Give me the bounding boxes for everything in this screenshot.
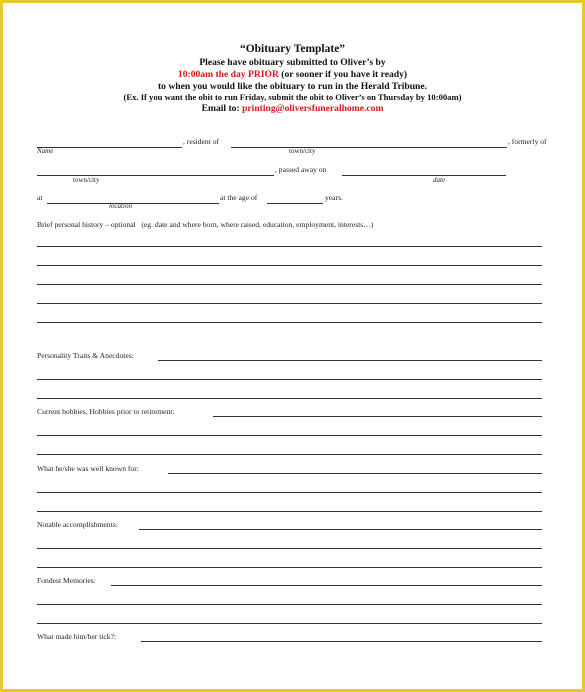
- section-line[interactable]: [37, 548, 542, 549]
- age-field[interactable]: [267, 203, 323, 204]
- location-caption: location: [109, 202, 132, 210]
- section-line[interactable]: [37, 604, 542, 605]
- age-label: at the age of: [220, 193, 258, 202]
- years-label: years.: [325, 193, 343, 202]
- deadline-text: 10:00am the day PRIOR: [177, 69, 279, 80]
- section-label-memories: Fondest Memories:: [37, 576, 96, 585]
- section-line[interactable]: [37, 567, 542, 568]
- section-label-personality: Personality Traits & Anecdotes:: [37, 351, 134, 360]
- at-label: at: [37, 193, 43, 202]
- history-line[interactable]: [37, 303, 542, 304]
- resident-of-label: , resident of: [183, 137, 220, 146]
- deadline-suffix: (or sooner if you have it ready): [278, 69, 408, 80]
- email-line: [3, 103, 582, 114]
- section-label-tick: What made him/her tick?:: [37, 632, 117, 641]
- history-line[interactable]: [37, 284, 542, 285]
- section-line[interactable]: [37, 511, 542, 512]
- section-line[interactable]: [37, 623, 542, 624]
- section-label-known-for: What he/she was well known for:: [37, 464, 139, 473]
- section-line[interactable]: [37, 492, 542, 493]
- history-label-text: Brief personal history – optional: [37, 220, 136, 229]
- name-caption: Name: [37, 147, 54, 155]
- section-line[interactable]: [141, 641, 542, 642]
- email-address[interactable]: printing@oliversfuneralhome.com: [242, 103, 384, 114]
- passed-away-on-label: , passed away on: [275, 165, 327, 174]
- email-label: Email to:: [201, 103, 243, 114]
- date-caption: date: [433, 176, 446, 184]
- section-line[interactable]: [213, 416, 542, 417]
- section-line[interactable]: [37, 454, 542, 455]
- document-title: “Obituary Template”: [239, 43, 346, 55]
- example-line: (Ex. If you want the obit to run Friday, submit the obit to Oliver’s on Thursday by 10:00am): [123, 92, 462, 102]
- history-label: [37, 220, 373, 229]
- section-label-hobbies: Current hobbies, Hobbies prior to retirement:: [37, 407, 175, 416]
- section-line[interactable]: [37, 435, 542, 436]
- section-line[interactable]: [158, 360, 542, 361]
- name-field[interactable]: [37, 147, 182, 148]
- section-line[interactable]: [168, 473, 542, 474]
- section-line[interactable]: [37, 398, 542, 399]
- section-line[interactable]: [37, 379, 542, 380]
- submission-instruction: Please have obituary submitted to Oliver’s by: [199, 57, 386, 68]
- obituary-template-page: [3, 3, 582, 689]
- section-line[interactable]: [139, 529, 542, 530]
- resident-town-field[interactable]: [231, 147, 507, 148]
- deadline-line: [3, 69, 582, 80]
- town-city-caption-2: town/city: [73, 176, 100, 184]
- formerly-of-label: , formerly of: [508, 137, 547, 146]
- publication-line: to when you would like the obituary to run in the Herald Tribune.: [157, 81, 428, 92]
- location-field[interactable]: [47, 203, 219, 204]
- history-hint: (eg. date and where born, where raised, education, employment, interests…): [141, 220, 374, 229]
- history-line[interactable]: [37, 265, 542, 266]
- section-label-accomplishments: Notable accomplishments:: [37, 520, 118, 529]
- date-of-death-field[interactable]: [342, 175, 506, 176]
- town-city-caption-1: town/city: [289, 147, 316, 155]
- history-line[interactable]: [37, 322, 542, 323]
- history-line[interactable]: [37, 246, 542, 247]
- section-line[interactable]: [111, 585, 542, 586]
